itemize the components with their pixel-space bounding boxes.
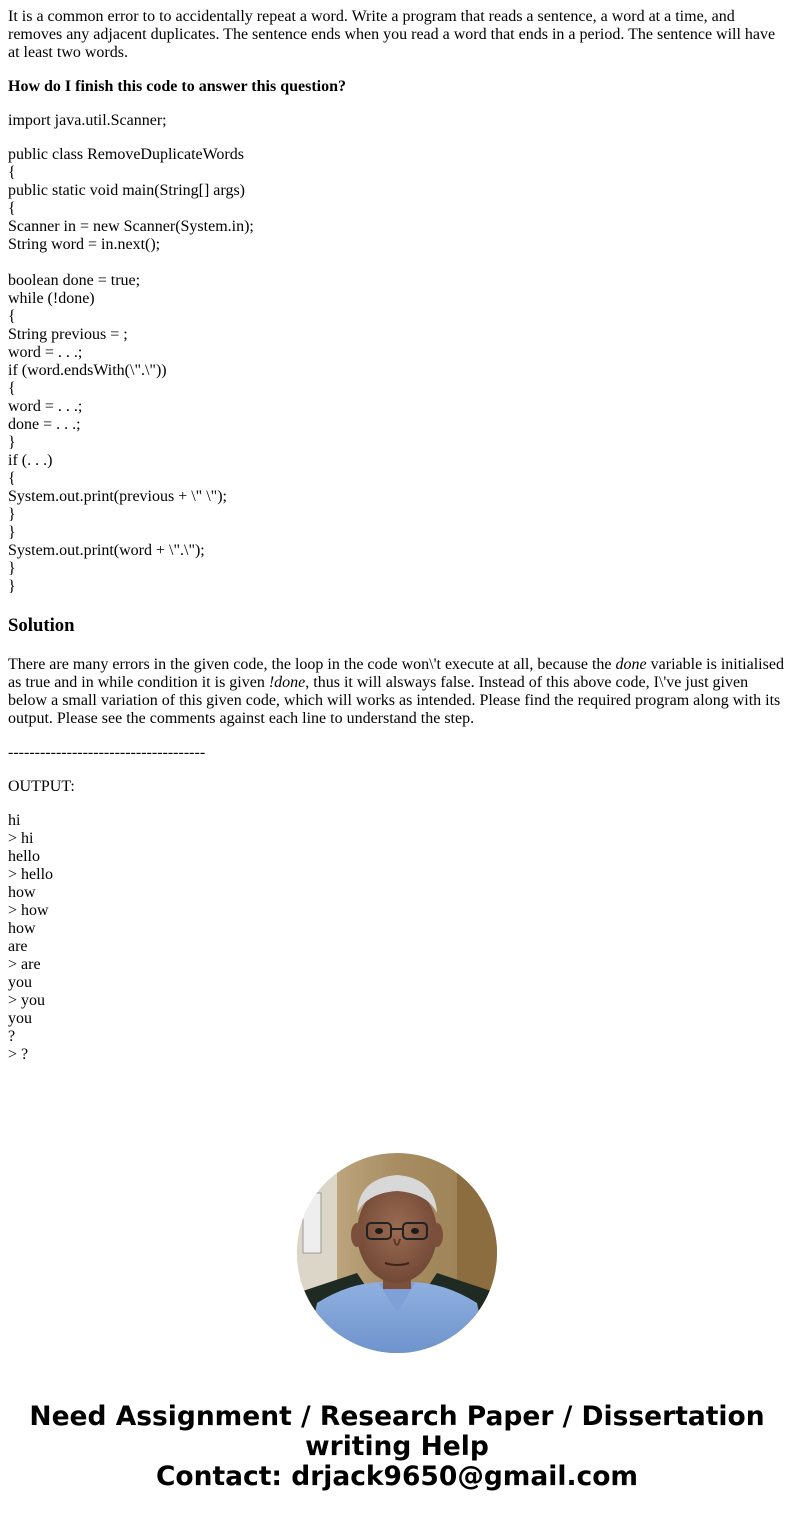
solution-text-part2: variable is initialised as true and in while condition it is given xyxy=(8,656,784,691)
code-line: Scanner in = new Scanner(System.in); xyxy=(8,218,254,235)
code-line: { xyxy=(8,380,16,397)
promo-line-2: writing Help xyxy=(305,1431,489,1462)
solution-heading: Solution xyxy=(8,615,75,636)
solution-paragraph xyxy=(8,656,786,728)
code-line: done = . . .; xyxy=(8,416,81,433)
code-line: word = . . .; xyxy=(8,398,83,415)
output-line: you xyxy=(8,1010,32,1027)
question-heading: How do I finish this code to answer this question? xyxy=(8,78,346,95)
code-block xyxy=(8,146,786,596)
code-line: if (word.endsWith(\".\")) xyxy=(8,362,167,379)
code-line: } xyxy=(8,560,16,577)
code-line: { xyxy=(8,164,16,181)
code-line: } xyxy=(8,434,16,451)
code-listing xyxy=(8,112,786,596)
output-line: you xyxy=(8,974,32,991)
code-line: public static void main(String[] args) xyxy=(8,182,245,199)
solution-emphasis-done: done xyxy=(615,656,647,673)
code-line: } xyxy=(8,524,16,541)
output-line: > ? xyxy=(8,1046,29,1063)
code-line: String word = in.next(); xyxy=(8,236,161,253)
author-avatar xyxy=(297,1153,497,1353)
promo-line-1: Need Assignment / Research Paper / Dissertation xyxy=(29,1401,765,1432)
code-line: String previous = ; xyxy=(8,326,128,343)
output-line: are xyxy=(8,938,28,955)
code-line: System.out.print(previous + \" \"); xyxy=(8,488,227,505)
code-line: while (!done) xyxy=(8,290,95,307)
code-line: { xyxy=(8,308,16,325)
output-line: > how xyxy=(8,902,49,919)
separator-line: ------------------------------------- xyxy=(8,744,206,761)
output-line: how xyxy=(8,920,36,937)
code-line: { xyxy=(8,200,16,217)
main-content xyxy=(8,8,786,1064)
code-line: import java.util.Scanner; xyxy=(8,112,167,129)
code-line: if (. . .) xyxy=(8,452,53,469)
output-line: > hello xyxy=(8,866,54,883)
code-line: public class RemoveDuplicateWords xyxy=(8,146,244,163)
code-line: boolean done = true; xyxy=(8,272,141,289)
solution-emphasis-not-done: !done xyxy=(268,674,306,691)
code-block xyxy=(8,112,786,130)
output-line: hi xyxy=(8,812,21,829)
output-listing xyxy=(8,812,786,1064)
code-line: { xyxy=(8,470,16,487)
code-line: } xyxy=(8,506,16,523)
promo-banner xyxy=(0,1402,794,1492)
promo-contact: Contact: drjack9650@gmail.com xyxy=(155,1461,639,1492)
code-line: word = . . .; xyxy=(8,344,83,361)
output-line: > are xyxy=(8,956,41,973)
question-intro: It is a common error to to accidentally repeat a word. Write a program that reads a sentence, a word at a time, and removes any adjacent duplicates. The sentence ends when you read a word that ends in a period. The sentence will have at least two words. xyxy=(8,8,776,61)
solution-text-part1: There are many errors in the given code, the loop in the code won\'t execute at all, because the xyxy=(8,656,616,673)
output-line: how xyxy=(8,884,36,901)
output-label: OUTPUT: xyxy=(8,778,75,795)
solution-text-part3: , thus it will alsways false. Instead of this above code, I\'ve just given below a small variation of this given code, which will works as intended. Please find the required program along with its output. Please see the comments against each line to understand the step. xyxy=(8,674,781,727)
code-line xyxy=(8,254,786,272)
output-line: hello xyxy=(8,848,40,865)
output-line: ? xyxy=(8,1028,16,1045)
code-line: } xyxy=(8,578,16,595)
code-line: System.out.print(word + \".\"); xyxy=(8,542,205,559)
output-line: > hi xyxy=(8,830,34,847)
output-line: > you xyxy=(8,992,46,1009)
